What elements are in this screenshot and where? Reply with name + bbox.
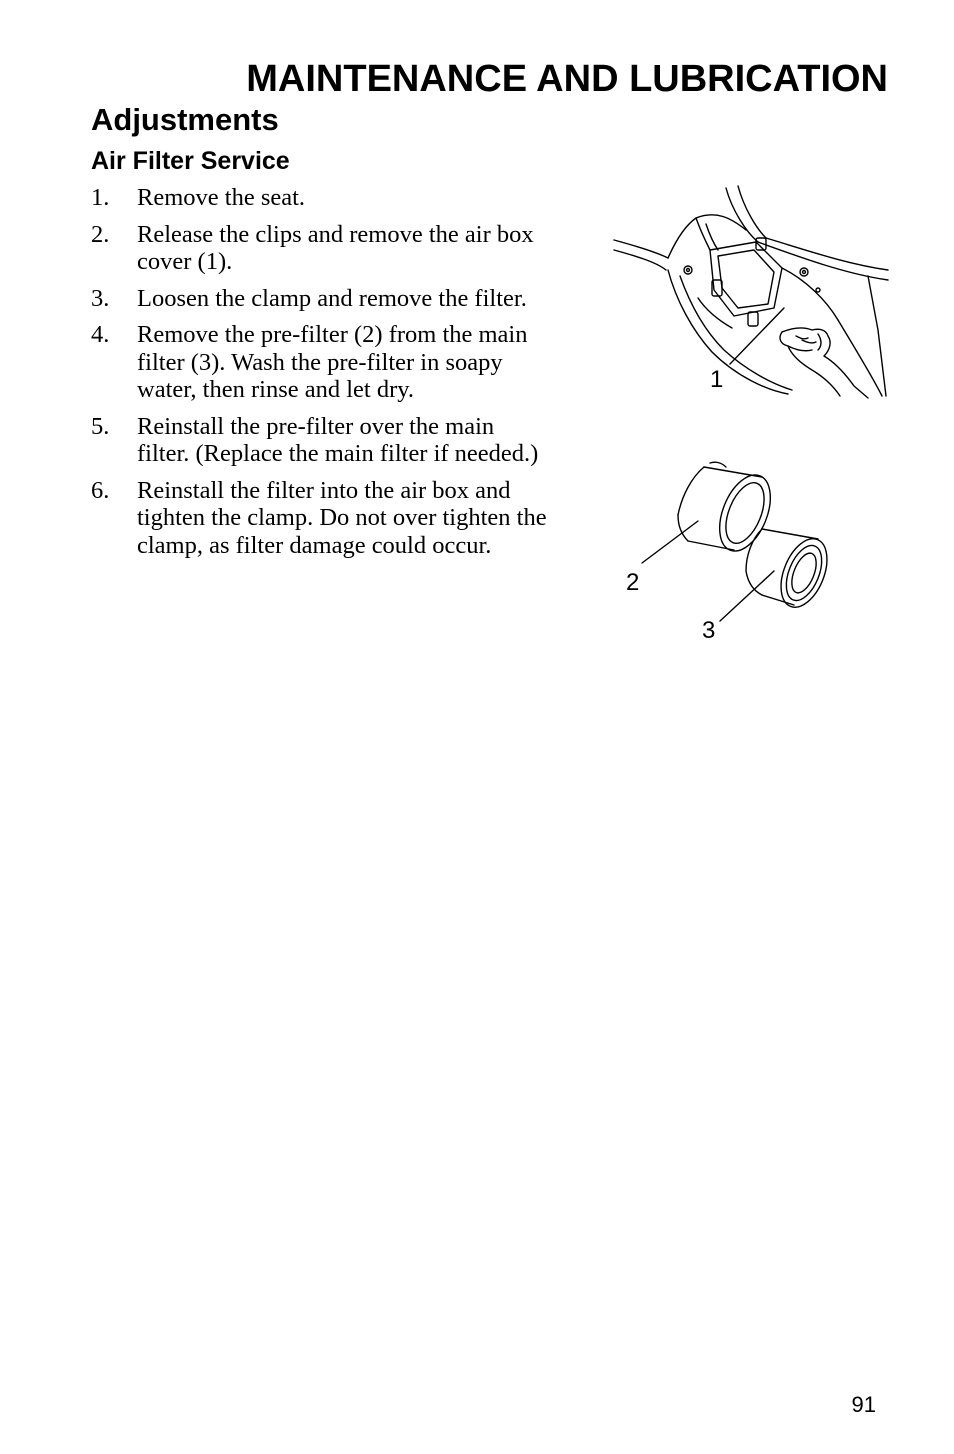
step-number: 3. — [91, 284, 110, 312]
step-text: Loosen the clamp and remove the filter. — [137, 284, 527, 312]
step-4 — [91, 321, 551, 404]
step-number: 4. — [91, 321, 110, 348]
step-text: Remove the pre-filter (2) from the main filter (3). Wash the pre-filter in soapy water, then rinse and let dry. — [137, 321, 528, 403]
step-5 — [91, 413, 551, 468]
step-3 — [91, 285, 551, 313]
instruction-list — [91, 184, 551, 568]
step-number: 5. — [91, 412, 110, 440]
callout-2: 2 — [626, 569, 640, 596]
step-text: Remove the seat. — [137, 184, 306, 211]
step-2 — [91, 221, 551, 276]
step-text: Release the clips and remove the air box cover (1). — [137, 220, 534, 275]
page-number: 91 — [851, 1392, 876, 1417]
filter-illustration — [612, 455, 852, 650]
filter-drawing — [612, 455, 852, 650]
step-number: 2. — [91, 220, 110, 248]
airbox-drawing — [606, 180, 896, 400]
step-number: 1. — [91, 184, 110, 211]
step-number: 6. — [91, 476, 110, 504]
callout-1: 1 — [710, 366, 724, 393]
step-1 — [91, 184, 551, 212]
airbox-illustration — [606, 180, 896, 400]
section-title: Adjustments — [91, 102, 279, 137]
subsection-title: Air Filter Service — [91, 147, 290, 175]
chapter-title: MAINTENANCE AND LUBRICATION — [246, 58, 888, 100]
step-text: Reinstall the pre-filter over the main filter. (Replace the main filter if needed.) — [137, 412, 539, 467]
step-6 — [91, 477, 551, 560]
step-text: Reinstall the filter into the air box and tighten the clamp. Do not over tighten the clamp, as filter damage could occur. — [137, 476, 547, 559]
callout-3: 3 — [702, 617, 716, 644]
